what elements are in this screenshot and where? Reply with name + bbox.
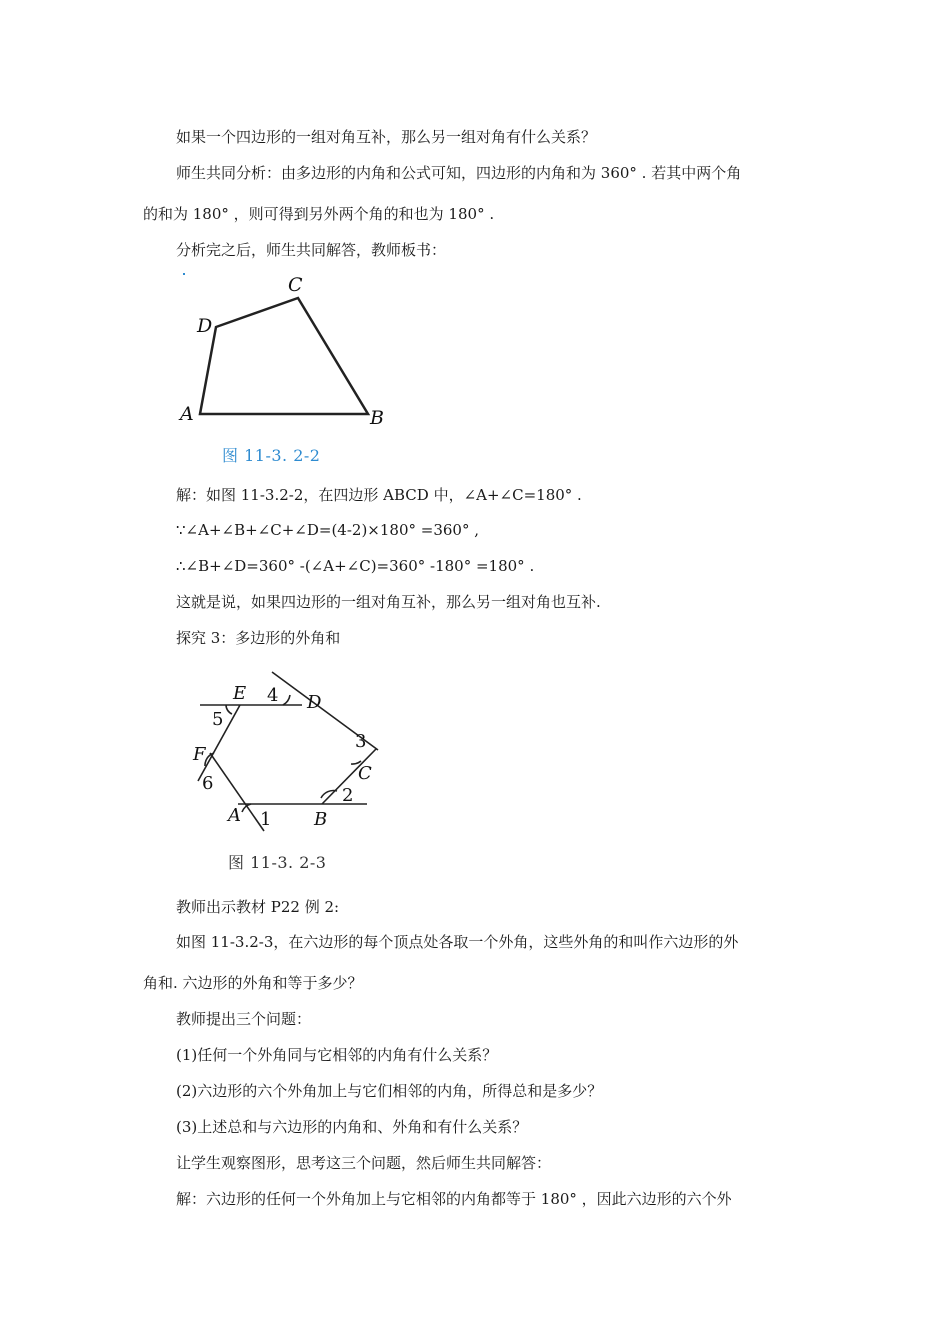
angle-label-5: 5 bbox=[212, 709, 224, 730]
text-line: 分析完之后，师生共同解答，教师板书： bbox=[176, 241, 447, 259]
quadrilateral-figure bbox=[170, 268, 400, 468]
angle-label-4: 4 bbox=[267, 685, 279, 706]
label-c: C bbox=[358, 763, 372, 784]
text-line: 探究 3：多边形的外角和 bbox=[176, 629, 341, 647]
text-line: 教师出示教材 P22 例 2: bbox=[176, 898, 340, 916]
text-line: ∴∠B+∠D=360° -(∠A+∠C)=360° -180° =180° . bbox=[176, 557, 535, 575]
text-line: 角和. 六边形的外角和等于多少？ bbox=[143, 974, 363, 992]
label-b: B bbox=[370, 407, 384, 429]
text-line: (3)上述总和与六边形的内角和、外角和有什么关系？ bbox=[176, 1118, 528, 1136]
angle-label-6: 6 bbox=[202, 773, 214, 794]
angle-arc-5 bbox=[226, 705, 232, 714]
label-f: F bbox=[193, 744, 206, 765]
text-line: 解：如图 11-3.2-2，在四边形 ABCD 中，∠A+∠C=180° . bbox=[176, 486, 582, 504]
angle-label-1: 1 bbox=[260, 809, 272, 830]
label-a: A bbox=[228, 805, 241, 826]
angle-label-2: 2 bbox=[342, 785, 354, 806]
text-line: 如果一个四边形的一组对角互补，那么另一组对角有什么关系？ bbox=[176, 128, 597, 146]
text-line: (1)任何一个外角同与它相邻的内角有什么关系？ bbox=[176, 1046, 498, 1064]
text-line: 这就是说，如果四边形的一组对角互补，那么另一组对角也互补. bbox=[176, 593, 601, 611]
label-d: D bbox=[307, 692, 322, 713]
text-line: 的和为 180° ，则可得到另外两个角的和也为 180° . bbox=[143, 205, 495, 223]
figure2-caption: 图 11-3. 2-3 bbox=[228, 853, 327, 872]
angle-label-3: 3 bbox=[355, 731, 367, 752]
text-line: 让学生观察图形，思考这三个问题，然后师生共同解答： bbox=[176, 1154, 552, 1172]
label-b: B bbox=[314, 809, 328, 830]
quadrilateral-shape bbox=[200, 298, 368, 414]
text-line: 教师提出三个问题： bbox=[176, 1010, 312, 1028]
figure1-caption: 图 11-3. 2-2 bbox=[222, 446, 321, 465]
text-line: 如图 11-3.2-3，在六边形的每个顶点处各取一个外角，这些外角的和叫作六边形的外 bbox=[176, 933, 739, 951]
text-line: (2)六边形的六个外角加上与它们相邻的内角，所得总和是多少？ bbox=[176, 1082, 603, 1100]
label-e: E bbox=[233, 683, 247, 704]
text-line: 师生共同分析：由多边形的内角和公式可知，四边形的内角和为 360° . 若其中两个角 bbox=[176, 164, 742, 182]
label-a: A bbox=[180, 403, 194, 425]
text-line: ∵∠A+∠B+∠C+∠D=(4-2)×180° =360° , bbox=[176, 521, 480, 539]
hexagon-figure bbox=[180, 668, 390, 838]
angle-arc-4 bbox=[283, 695, 290, 705]
text-line: 解：六边形的任何一个外角加上与它相邻的内角都等于 180° ，因此六边形的六个外 bbox=[176, 1190, 732, 1208]
label-d: D bbox=[197, 315, 213, 337]
label-c: C bbox=[288, 274, 303, 296]
